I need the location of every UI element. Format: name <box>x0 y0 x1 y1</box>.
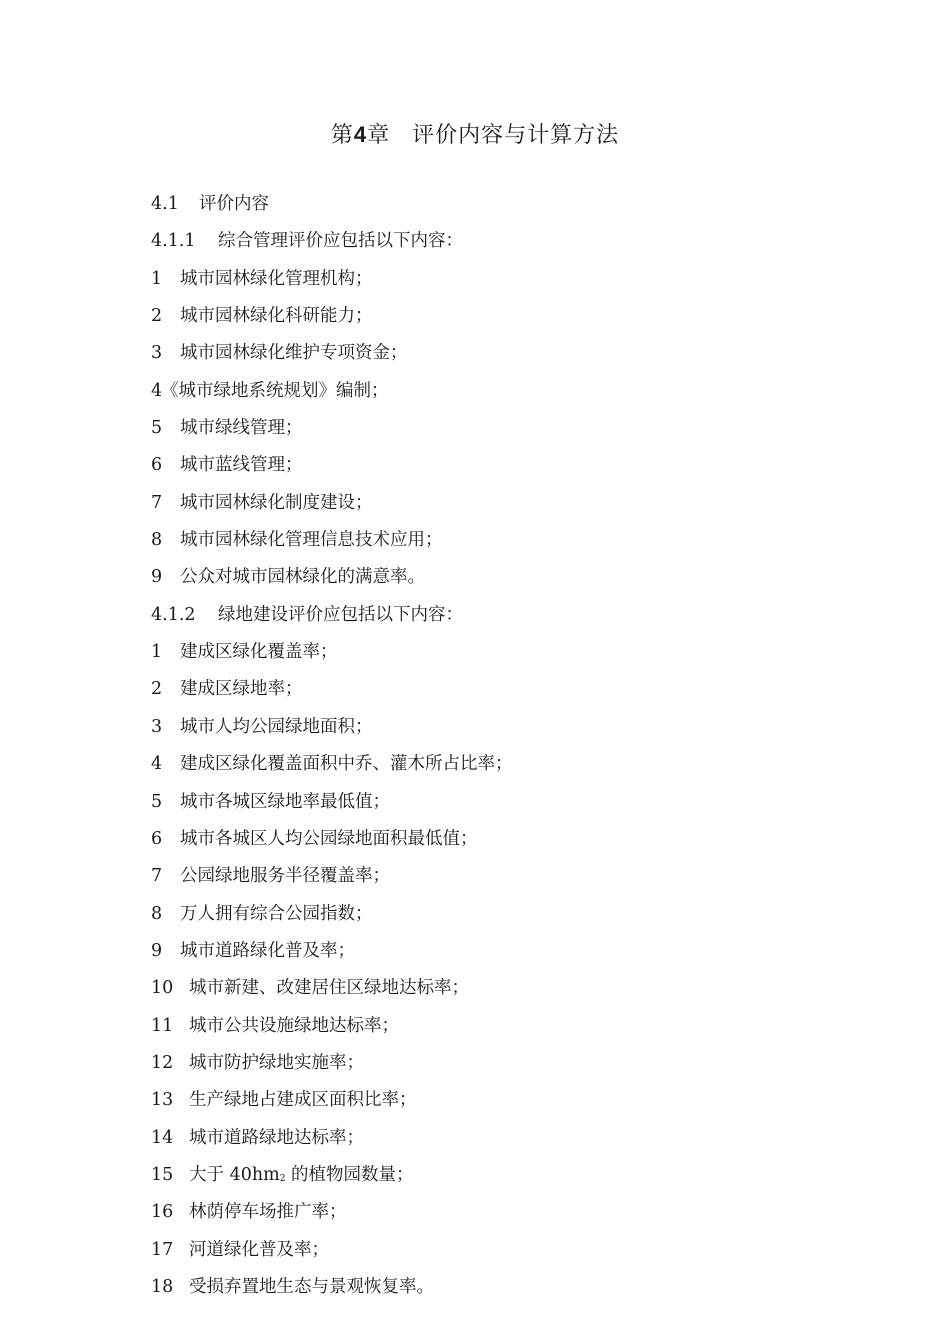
item-text: 城市防护绿地实施率； <box>189 1052 364 1073</box>
list-item <box>151 559 911 596</box>
list-item <box>151 1045 911 1082</box>
list-item <box>151 447 911 484</box>
item-text-pre: 大于 40hm <box>189 1164 280 1185</box>
item-number: 1 <box>151 268 163 289</box>
list-item <box>151 1008 911 1045</box>
item-text: 城市绿线管理； <box>180 418 303 439</box>
list-item <box>151 634 911 671</box>
list-item <box>151 784 911 821</box>
item-text: 城市道路绿化普及率； <box>180 940 355 961</box>
item-text: 城市园林绿化制度建设； <box>180 492 373 513</box>
item-number: 8 <box>151 530 163 551</box>
subsection-text: 综合管理评价应包括以下内容： <box>218 231 463 252</box>
item-text-post: 的植物园数量； <box>285 1164 414 1185</box>
item-text: 建成区绿地率； <box>180 679 303 700</box>
list-item <box>151 970 911 1007</box>
item-number: 5 <box>151 791 163 812</box>
item-number: 3 <box>151 716 163 737</box>
item-number: 6 <box>151 828 163 849</box>
item-text: 建成区绿化覆盖面积中乔、灌木所占比率； <box>180 754 513 775</box>
chapter-title: 评价内容与计算方法 <box>412 123 620 148</box>
item-text: 生产绿地占建成区面积比率； <box>189 1090 417 1111</box>
item-number: 15 <box>151 1164 174 1185</box>
list-item <box>151 1120 911 1157</box>
unit-superscript: 2 <box>279 1173 286 1184</box>
list-item <box>151 410 911 447</box>
list-item <box>151 522 911 559</box>
item-text: 林荫停车场推广率； <box>189 1202 347 1223</box>
list-item <box>151 821 911 858</box>
item-text: 城市新建、改建居住区绿地达标率； <box>189 978 469 999</box>
subsection-number: 4.1.1 <box>151 231 196 252</box>
list-item <box>151 298 911 335</box>
item-number: 13 <box>151 1090 174 1111</box>
item-number: 14 <box>151 1127 174 1148</box>
section-title: 评价内容 <box>199 194 269 214</box>
item-text: 城市道路绿地达标率； <box>189 1127 364 1148</box>
list-item <box>151 709 911 746</box>
item-number: 4 <box>151 380 163 401</box>
list-item <box>151 1082 911 1119</box>
item-text: 城市公共设施绿地达标率； <box>189 1015 399 1036</box>
item-number: 2 <box>151 679 163 700</box>
section-number: 4.1 <box>151 194 179 214</box>
list-item <box>151 671 911 708</box>
list-item <box>151 933 911 970</box>
subsection-heading <box>151 223 911 260</box>
item-text: 万人拥有综合公园指数； <box>180 903 373 924</box>
item-text: 《城市绿地系统规划》编制； <box>161 380 389 401</box>
item-number: 4 <box>151 754 163 775</box>
list-item <box>151 858 911 895</box>
item-number: 16 <box>151 1202 174 1223</box>
item-text: 河道绿化普及率； <box>189 1239 329 1260</box>
section-heading <box>151 186 911 223</box>
document-body <box>151 186 911 1306</box>
item-number: 10 <box>151 978 174 999</box>
list-item <box>151 746 911 783</box>
item-text: 城市园林绿化维护专项资金； <box>180 343 408 364</box>
item-number: 8 <box>151 903 163 924</box>
item-number: 11 <box>151 1015 174 1036</box>
list-item <box>151 1269 911 1306</box>
item-number: 9 <box>151 567 163 588</box>
chapter-heading <box>0 118 950 153</box>
chapter-number: 4 <box>353 122 368 147</box>
list-item <box>151 896 911 933</box>
item-text: 公众对城市园林绿化的满意率。 <box>180 567 425 588</box>
list-item <box>151 1194 911 1231</box>
list-item <box>151 485 911 522</box>
item-number: 2 <box>151 306 163 327</box>
item-text: 城市园林绿化管理机构； <box>180 268 373 289</box>
item-text: 受损弃置地生态与景观恢复率。 <box>189 1276 434 1297</box>
item-text: 城市蓝线管理； <box>180 455 303 476</box>
item-text: 公园绿地服务半径覆盖率； <box>180 866 390 887</box>
item-text: 城市园林绿化科研能力； <box>180 306 373 327</box>
subsection-heading <box>151 597 911 634</box>
subsection-text: 绿地建设评价应包括以下内容： <box>218 604 463 625</box>
list-item <box>151 1232 911 1269</box>
item-number: 7 <box>151 492 163 513</box>
list-item <box>151 1157 911 1194</box>
chapter-prefix: 第 <box>330 123 354 148</box>
item-text: 城市人均公园绿地面积； <box>180 716 373 737</box>
list-item <box>151 373 911 410</box>
list-item <box>151 335 911 372</box>
item-number: 9 <box>151 940 163 961</box>
item-number: 18 <box>151 1276 174 1297</box>
item-number: 7 <box>151 866 163 887</box>
item-number: 5 <box>151 418 163 439</box>
item-text: 城市各城区绿地率最低值； <box>180 791 390 812</box>
item-text: 建成区绿化覆盖率； <box>180 642 338 663</box>
subsection-number: 4.1.2 <box>151 604 196 625</box>
list-item <box>151 261 911 298</box>
item-number: 17 <box>151 1239 174 1260</box>
chapter-suffix: 章 <box>367 123 391 148</box>
item-number: 12 <box>151 1052 174 1073</box>
item-text: 城市各城区人均公园绿地面积最低值； <box>180 828 478 849</box>
item-number: 3 <box>151 343 163 364</box>
item-text: 城市园林绿化管理信息技术应用； <box>180 530 443 551</box>
item-number: 1 <box>151 642 163 663</box>
item-number: 6 <box>151 455 163 476</box>
